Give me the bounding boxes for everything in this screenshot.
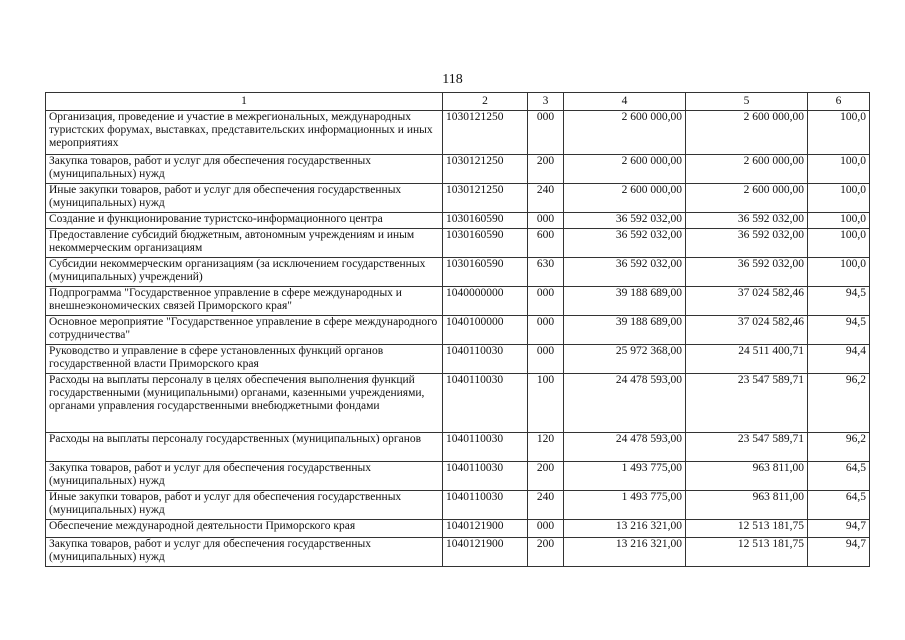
row-expense-type: 200 [528, 155, 564, 184]
row-code: 1040110030 [443, 345, 528, 374]
row-plan: 39 188 689,00 [564, 287, 686, 316]
row-code: 1040110030 [443, 433, 528, 462]
page-number: 118 [442, 72, 463, 87]
row-code: 1040121900 [443, 520, 528, 538]
row-actual: 37 024 582,46 [686, 316, 808, 345]
table-row [46, 491, 870, 520]
column-header: 6 [808, 93, 870, 111]
row-plan: 39 188 689,00 [564, 316, 686, 345]
row-expense-type: 120 [528, 433, 564, 462]
row-plan: 2 600 000,00 [564, 111, 686, 155]
row-name: Иные закупки товаров, работ и услуг для обеспечения государственных (муниципальных) нужд [46, 184, 443, 213]
column-number-row [46, 93, 870, 111]
row-name: Предоставление субсидий бюджетным, автономным учреждениям и иным некоммерческим организациям [46, 229, 443, 258]
row-code: 1030121250 [443, 155, 528, 184]
row-percent: 94,7 [808, 520, 870, 538]
row-plan: 13 216 321,00 [564, 520, 686, 538]
budget-table [45, 92, 870, 567]
row-name: Закупка товаров, работ и услуг для обеспечения государственных (муниципальных) нужд [46, 538, 443, 567]
row-expense-type: 000 [528, 213, 564, 229]
row-percent: 94,7 [808, 538, 870, 567]
column-header: 1 [46, 93, 443, 111]
row-percent: 100,0 [808, 155, 870, 184]
row-expense-type: 240 [528, 184, 564, 213]
row-percent: 100,0 [808, 111, 870, 155]
row-percent: 96,2 [808, 374, 870, 433]
row-code: 1040110030 [443, 491, 528, 520]
row-expense-type: 000 [528, 287, 564, 316]
row-code: 1030160590 [443, 229, 528, 258]
row-actual: 36 592 032,00 [686, 229, 808, 258]
row-name: Организация, проведение и участие в межрегиональных, международных туристских форумах, выставках, представительских информационных и иных мероприятиях [46, 111, 443, 155]
row-actual: 12 513 181,75 [686, 538, 808, 567]
row-percent: 94,4 [808, 345, 870, 374]
column-header: 4 [564, 93, 686, 111]
row-expense-type: 200 [528, 462, 564, 491]
row-actual: 963 811,00 [686, 462, 808, 491]
row-plan: 36 592 032,00 [564, 258, 686, 287]
table-row [46, 229, 870, 258]
table-row [46, 258, 870, 287]
row-percent: 94,5 [808, 316, 870, 345]
row-expense-type: 200 [528, 538, 564, 567]
row-plan: 25 972 368,00 [564, 345, 686, 374]
row-plan: 24 478 593,00 [564, 374, 686, 433]
row-actual: 36 592 032,00 [686, 258, 808, 287]
row-name: Руководство и управление в сфере установленных функций органов государственной власти Приморского края [46, 345, 443, 374]
row-name: Расходы на выплаты персоналу государственных (муниципальных) органов [46, 433, 443, 462]
table-row [46, 287, 870, 316]
column-header: 3 [528, 93, 564, 111]
row-percent: 64,5 [808, 462, 870, 491]
row-actual: 36 592 032,00 [686, 213, 808, 229]
table-row [46, 462, 870, 491]
row-expense-type: 600 [528, 229, 564, 258]
row-name: Расходы на выплаты персоналу в целях обеспечения выполнения функций государственными (муниципальными) органами, казенными учреждениями, органами управления государственными внебюджетными фондами [46, 374, 443, 433]
row-code: 1030160590 [443, 213, 528, 229]
row-expense-type: 000 [528, 345, 564, 374]
row-actual: 2 600 000,00 [686, 111, 808, 155]
row-plan: 2 600 000,00 [564, 155, 686, 184]
row-actual: 37 024 582,46 [686, 287, 808, 316]
row-plan: 36 592 032,00 [564, 213, 686, 229]
row-actual: 23 547 589,71 [686, 433, 808, 462]
row-code: 1040110030 [443, 462, 528, 491]
row-plan: 1 493 775,00 [564, 462, 686, 491]
row-code: 1030121250 [443, 111, 528, 155]
row-name: Подпрограмма "Государственное управление в сфере международных и внешнеэкономических связей Приморского края" [46, 287, 443, 316]
table-row [46, 538, 870, 567]
row-actual: 2 600 000,00 [686, 184, 808, 213]
table-row [46, 213, 870, 229]
row-name: Закупка товаров, работ и услуг для обеспечения государственных (муниципальных) нужд [46, 155, 443, 184]
row-code: 1040100000 [443, 316, 528, 345]
row-expense-type: 240 [528, 491, 564, 520]
row-code: 1030160590 [443, 258, 528, 287]
row-actual: 23 547 589,71 [686, 374, 808, 433]
table-row [46, 374, 870, 433]
row-plan: 36 592 032,00 [564, 229, 686, 258]
row-name: Создание и функционирование туристско-информационного центра [46, 213, 443, 229]
table-row [46, 316, 870, 345]
row-actual: 12 513 181,75 [686, 520, 808, 538]
row-code: 1030121250 [443, 184, 528, 213]
row-actual: 963 811,00 [686, 491, 808, 520]
row-actual: 24 511 400,71 [686, 345, 808, 374]
table-row [46, 520, 870, 538]
row-name: Субсидии некоммерческим организациям (за исключением государственных (муниципальных) учреждений) [46, 258, 443, 287]
row-expense-type: 000 [528, 520, 564, 538]
table-row [46, 111, 870, 155]
row-plan: 24 478 593,00 [564, 433, 686, 462]
row-name: Обеспечение международной деятельности Приморского края [46, 520, 443, 538]
row-plan: 2 600 000,00 [564, 184, 686, 213]
row-expense-type: 100 [528, 374, 564, 433]
row-name: Иные закупки товаров, работ и услуг для обеспечения государственных (муниципальных) нужд [46, 491, 443, 520]
row-name: Основное мероприятие "Государственное управление в сфере международного сотрудничества" [46, 316, 443, 345]
row-percent: 94,5 [808, 287, 870, 316]
row-expense-type: 000 [528, 111, 564, 155]
table-row [46, 345, 870, 374]
table-row [46, 155, 870, 184]
row-expense-type: 000 [528, 316, 564, 345]
row-code: 1040110030 [443, 374, 528, 433]
row-percent: 64,5 [808, 491, 870, 520]
row-code: 1040000000 [443, 287, 528, 316]
row-percent: 100,0 [808, 229, 870, 258]
table-row [46, 184, 870, 213]
row-name: Закупка товаров, работ и услуг для обеспечения государственных (муниципальных) нужд [46, 462, 443, 491]
table-row [46, 433, 870, 462]
row-percent: 96,2 [808, 433, 870, 462]
row-percent: 100,0 [808, 184, 870, 213]
row-percent: 100,0 [808, 258, 870, 287]
column-header: 5 [686, 93, 808, 111]
row-actual: 2 600 000,00 [686, 155, 808, 184]
row-expense-type: 630 [528, 258, 564, 287]
row-plan: 1 493 775,00 [564, 491, 686, 520]
row-percent: 100,0 [808, 213, 870, 229]
row-code: 1040121900 [443, 538, 528, 567]
column-header: 2 [443, 93, 528, 111]
row-plan: 13 216 321,00 [564, 538, 686, 567]
